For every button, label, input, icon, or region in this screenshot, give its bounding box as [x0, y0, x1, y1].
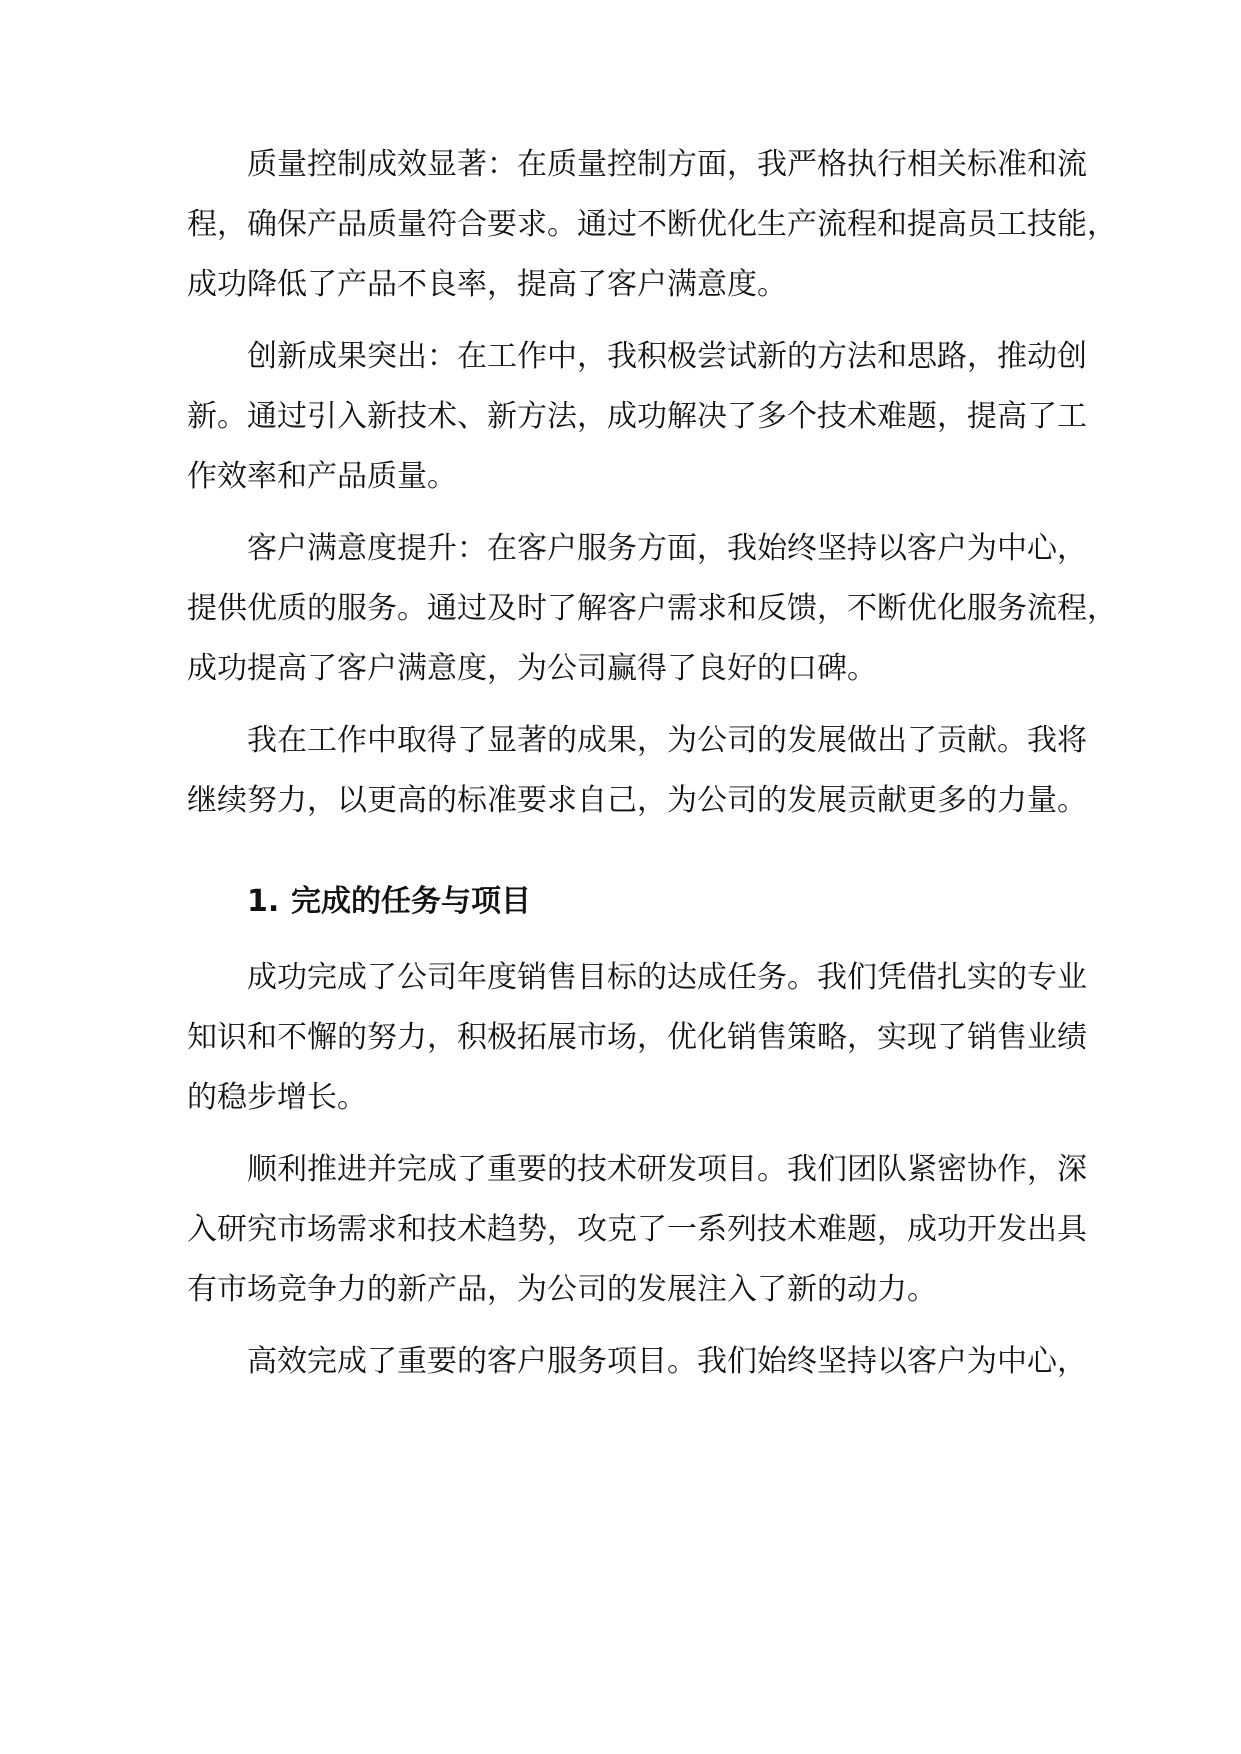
paragraph-line: 创新成果突出：在工作中，我积极尝试新的方法和思路，推动创: [247, 339, 1087, 374]
paragraph-line: 我在工作中取得了显著的成果，为公司的发展做出了贡献。我将: [247, 723, 1087, 758]
paragraph-line: 成功提高了客户满意度，为公司赢得了良好的口碑。: [187, 651, 877, 686]
paragraph-line: 质量控制成效显著：在质量控制方面，我严格执行相关标准和流: [247, 147, 1087, 182]
paragraph-line: 提供优质的服务。通过及时了解客户需求和反馈，不断优化服务流程，: [187, 591, 1117, 626]
paragraph-line: 程，确保产品质量符合要求。通过不断优化生产流程和提高员工技能，: [187, 207, 1117, 242]
paragraph-line: 高效完成了重要的客户服务项目。我们始终坚持以客户为中心，: [247, 1344, 1087, 1379]
paragraph-line: 成功降低了产品不良率，提高了客户满意度。: [187, 267, 787, 302]
paragraph-line: 作效率和产品质量。: [187, 459, 457, 494]
paragraph-line: 的稳步增长。: [187, 1080, 367, 1115]
paragraph-line: 新。通过引入新技术、新方法，成功解决了多个技术难题，提高了工: [187, 399, 1087, 434]
paragraph-line: 顺利推进并完成了重要的技术研发项目。我们团队紧密协作，深: [247, 1152, 1087, 1187]
paragraph-line: 继续努力，以更高的标准要求自己，为公司的发展贡献更多的力量。: [187, 783, 1087, 818]
paragraph-line: 有市场竞争力的新产品，为公司的发展注入了新的动力。: [187, 1272, 937, 1307]
paragraph-line: 成功完成了公司年度销售目标的达成任务。我们凭借扎实的专业: [247, 960, 1087, 995]
paragraph-line: 客户满意度提升：在客户服务方面，我始终坚持以客户为中心，: [247, 531, 1087, 566]
paragraph-line: 入研究市场需求和技术趋势，攻克了一系列技术难题，成功开发出具: [187, 1212, 1087, 1247]
section-title: 完成的任务与项目: [291, 884, 531, 919]
section-number: 1.: [247, 884, 280, 919]
paragraph-line: 知识和不懈的努力，积极拓展市场，优化销售策略，实现了销售业绩: [187, 1020, 1087, 1055]
section-heading: [247, 882, 531, 922]
